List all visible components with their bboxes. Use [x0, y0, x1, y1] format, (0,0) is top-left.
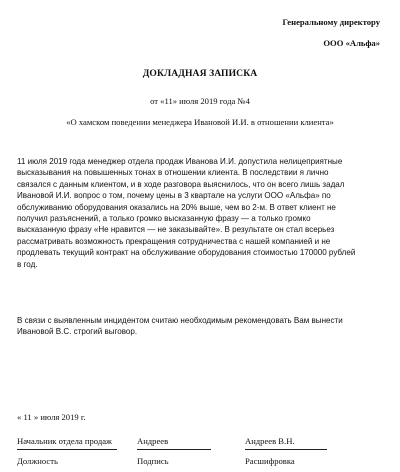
body-line: 11 июля 2019 года менеджер отдела продаж Иванова И.И. допустила нелицеприятные — [17, 157, 343, 166]
body-line: Ивановой В.С. строгий выговор. — [17, 327, 138, 337]
body-line: связался с данным клиентом, и в ходе разговора выяснилось, что он всего лишь задал — [17, 179, 345, 189]
body-paragraph-2 — [17, 315, 383, 338]
document-title: ДОКЛАДНАЯ ЗАПИСКА — [142, 68, 258, 79]
signer-signature: Андреев — [137, 436, 169, 446]
body-line: высказанную фразу «Не нравится — не заказывайте». В результате он стал всерьез — [17, 225, 335, 235]
addressee-line-1: Генеральному директору — [282, 17, 380, 27]
signature-underline — [137, 449, 211, 450]
document-subject: «О хамском поведении менеджера Ивановой И.И. в отношении клиента» — [66, 117, 334, 127]
body-line: высказывания на повышенных тонах в отношении клиента. В последствии я лично — [17, 168, 329, 178]
body-line: рассматривать возможность прекращения сотрудничества с нашей компанией и не — [17, 236, 331, 246]
body-line: В связи с выявленным инцидентом считаю необходимым рекомендовать Вам вынести — [17, 316, 343, 325]
addressee-block — [282, 12, 380, 54]
addressee-line-2: ООО «Альфа» — [323, 38, 380, 48]
body-line: обслуживанию оборудования оказались на 20% выше, чем во 2-м. В ответ клиент не — [17, 202, 336, 212]
label-name: Расшифровка — [245, 456, 295, 466]
body-line: продлевать текущий контракт на обслуживание оборудования стоимостью 170000 рублей — [17, 248, 356, 258]
name-underline — [245, 449, 327, 450]
signer-name: Андреев В.Н. — [245, 436, 295, 446]
document-date-number: от «11» июля 2019 года №4 — [150, 96, 250, 106]
signature-date: « 11 » июля 2019 г. — [17, 412, 86, 422]
signer-position: Начальник отдела продаж — [17, 436, 112, 446]
body-line: получил разъяснений, а только громко высказанную фразу — а только громко — [17, 214, 311, 224]
position-underline — [17, 449, 117, 450]
body-line: Ивановой И.И. вопрос о том, почему цены в 3 квартале на услуги ООО «Альфа» по — [17, 191, 331, 201]
label-signature: Подпись — [137, 456, 169, 466]
body-paragraph-1 — [17, 156, 383, 270]
body-line: в год. — [17, 259, 38, 269]
label-position: Должность — [17, 456, 58, 466]
